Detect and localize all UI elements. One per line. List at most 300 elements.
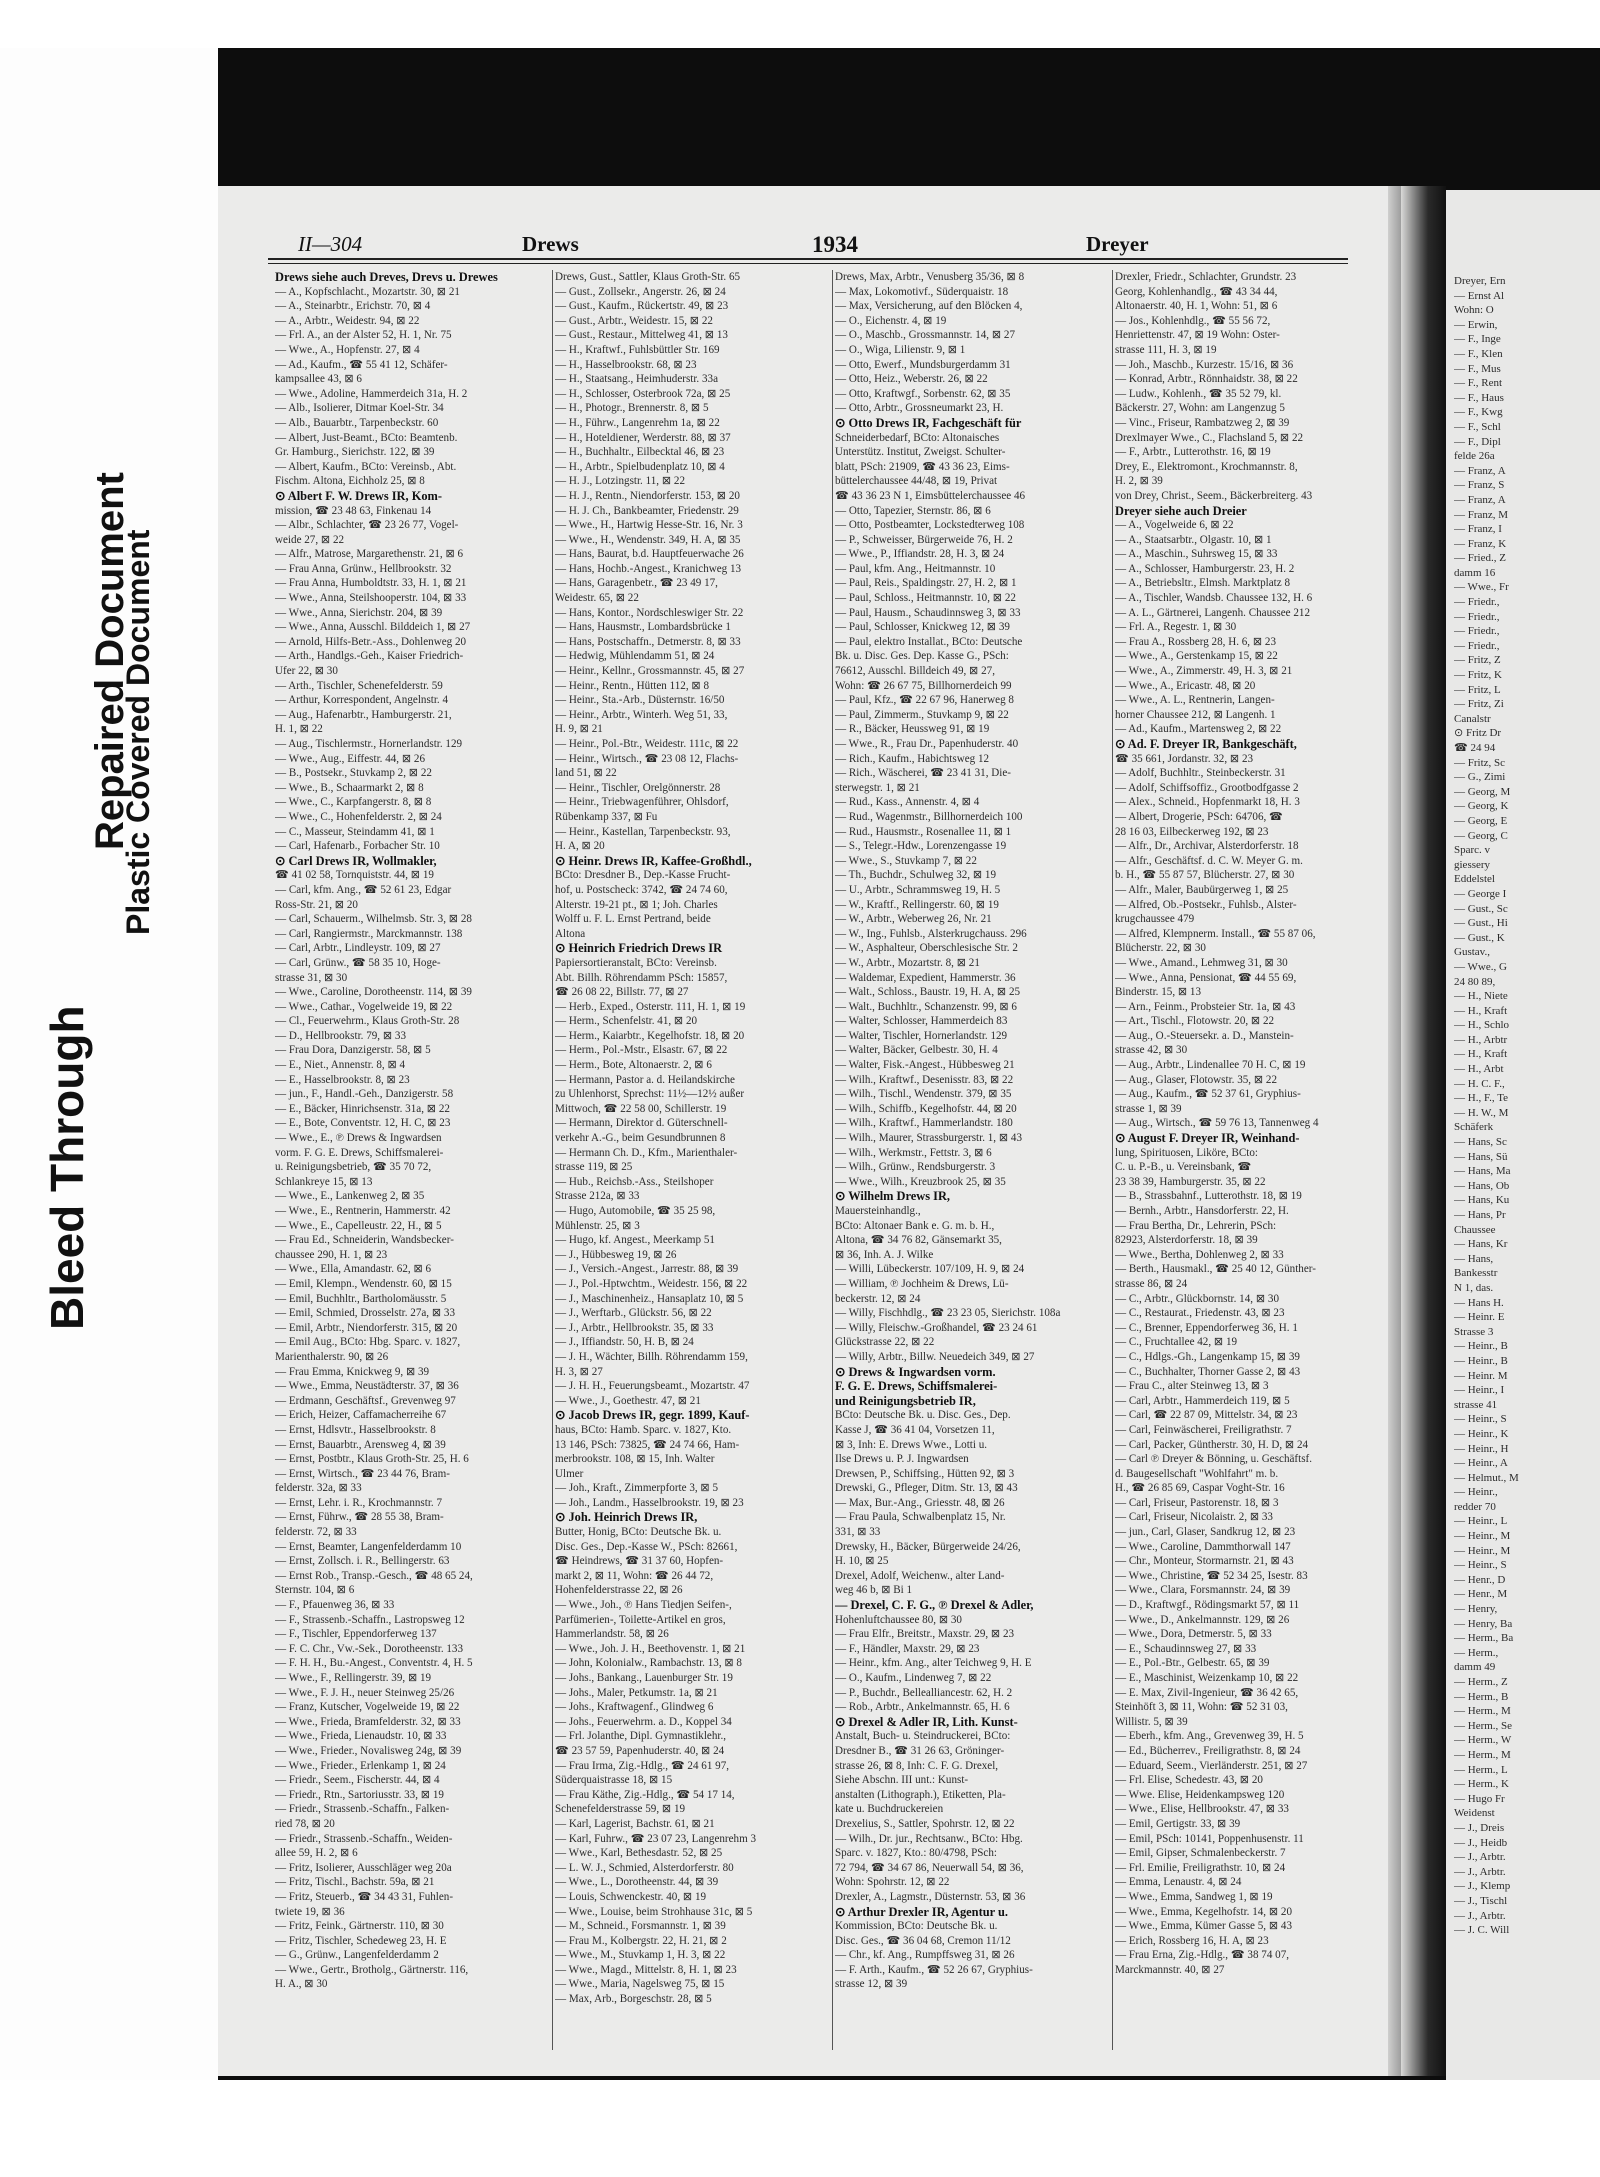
book-gutter [1401, 186, 1446, 2076]
directory-entry: — Erich, Rossberg 16, H. A, ⊠ 23 [1115, 1934, 1269, 1947]
directory-entry: Glückstrasse 22, ⊠ 22 [835, 1336, 935, 1349]
directory-entry: — A., Betriebsltr., Elmsh. Marktplatz 8 [1115, 577, 1291, 590]
directory-entry: — Emil, PSch: 10141, Poppenhusenstr. 11 [1115, 1832, 1304, 1845]
directory-entry: — S., Telegr.-Hdw., Lorenzengasse 19 [835, 840, 1007, 853]
directory-entry: — A., Staatsarbtr., Olgastr. 10, ⊠ 1 [1115, 533, 1272, 546]
facing-page-entry: — J., Klemp [1454, 1880, 1511, 1893]
directory-entry: — Louis, Schwenckestr. 40, ⊠ 19 [555, 1890, 707, 1903]
directory-entry: Altona, ☎ 34 76 82, Gänsemarkt 35, [835, 1234, 1002, 1247]
scan-top-margin [0, 0, 1600, 48]
scan-bottom-margin [0, 2080, 1600, 2177]
directory-entry: — Wwe., Anna, Ausschl. Bilddeich 1, ⊠ 27 [275, 621, 471, 634]
directory-entry: — Heinr., Rentn., Hütten 112, ⊠ 8 [555, 679, 710, 692]
directory-entry: ☎ 35 661, Jordanstr. 32, ⊠ 23 [1115, 752, 1254, 765]
directory-entry: — Wilh., Maurer, Strassburgerstr. 1, ⊠ 43 [835, 1132, 1023, 1145]
directory-entry: — U., Arbtr., Schrammsweg 19, H. 5 [835, 883, 1001, 896]
directory-entry: H. A, ⊠ 20 [555, 840, 605, 853]
directory-entry: horner Chaussee 212, ⊠ Langenh. 1 [1115, 708, 1276, 721]
directory-entry: — Willy, Arbtr., Billw. Neuedeich 349, ⊠ 27 [835, 1350, 1035, 1363]
facing-page-entry: — Friedr., [1454, 610, 1500, 623]
directory-entry: — Wwe., A., Gerstenkamp 15, ⊠ 22 [1115, 650, 1278, 663]
directory-entry: ⊠ 36, Inh. A. J. Wilke [835, 1248, 934, 1261]
directory-entry: — Friedr., Rtn., Sartoriusstr. 33, ⊠ 19 [275, 1788, 444, 1801]
directory-entry: — H., Führw., Langenrehm 1a, ⊠ 22 [555, 416, 720, 429]
directory-entry: — Otto, Postbeamter, Lockstedterweg 108 [835, 519, 1025, 532]
directory-entry: — Herm., Schenfelstr. 41, ⊠ 20 [555, 1015, 698, 1028]
directory-entry: — R., Bäcker, Heussweg 91, ⊠ 19 [835, 723, 990, 736]
directory-entry: strasse 86, ⊠ 24 [1115, 1277, 1188, 1290]
facing-page-entry: — Heinr., I [1454, 1384, 1505, 1397]
directory-entry: — Wwe., Caroline, Dammthorwall 147 [1115, 1540, 1291, 1553]
directory-heading: ⊙ Drexel & Adler IR, Lith. Kunst- [835, 1714, 1018, 1729]
directory-entry: — Wwe., Emma, Neustädterstr. 37, ⊠ 36 [275, 1380, 459, 1393]
directory-entry: — Wwe., Cathar., Vogelweide 19, ⊠ 22 [275, 1000, 453, 1013]
directory-entry: Schneiderbedarf, BCto: Altonaisches [835, 431, 1000, 444]
directory-entry: — Hub., Reichsb.-Ass., Steilshoper [555, 1175, 714, 1188]
directory-entry: sterwegstr. 1, ⊠ 21 [835, 781, 920, 794]
directory-entry: Unterstütz. Institut, Zweigst. Schulter- [835, 446, 1006, 459]
directory-entry: strasse 111, H. 3, ⊠ 19 [1115, 343, 1217, 356]
directory-entry: — H., Schlosser, Osterbrook 72a, ⊠ 25 [555, 387, 731, 400]
directory-entry: Dresdner B., ☎ 31 26 63, Gröninger- [835, 1744, 1005, 1757]
directory-entry: — Herb., Exped., Osterstr. 111, H. 1, ⊠ 19 [555, 1000, 746, 1013]
directory-entry: — W., Asphalteur, Oberschlesische Str. 2 [835, 942, 1018, 955]
directory-entry: Georg, Kohlenhandlg., ☎ 43 34 44, [1115, 285, 1278, 298]
directory-entry: — Wwe., Frieda, Bramfelderstr. 32, ⊠ 33 [275, 1715, 461, 1728]
directory-entry: beckerstr. 12, ⊠ 24 [835, 1292, 921, 1305]
directory-entry: — Hermann, Direktor d. Güterschnell- [555, 1117, 728, 1130]
directory-heading: ⊙ Heinrich Friedrich Drews IR [555, 941, 723, 956]
directory-entry: — B., Strassbahnf., Lutterothstr. 18, ⊠ 19 [1115, 1190, 1302, 1203]
right-running-head: Dreyer [1086, 232, 1149, 256]
directory-entry: H. 2, ⊠ 39 [1115, 475, 1163, 488]
directory-entry: — E., Maschinist, Weizenkamp 10, ⊠ 22 [1115, 1672, 1299, 1684]
directory-entry: — Wwe., Bertha, Dohlenweg 2, ⊠ 33 [1115, 1248, 1284, 1261]
directory-entry: — Gust., Arbtr., Weidestr. 15, ⊠ 22 [555, 314, 713, 327]
directory-entry: — Carl, ☎ 22 87 09, Mittelstr. 34, ⊠ 23 [1115, 1409, 1298, 1422]
directory-entry: — H., Kraftwf., Fuhlsbüttler Str. 169 [555, 343, 720, 356]
directory-entry: — Wwe., Clara, Forsmannstr. 24, ⊠ 39 [1115, 1584, 1291, 1597]
directory-entry: — Alfr., Maler, Baubürgerweg 1, ⊠ 25 [1115, 883, 1289, 896]
directory-entry: Fischm. Altona, Eichholz 25, ⊠ 8 [275, 475, 425, 488]
facing-page-entry: — Georg, M [1454, 785, 1511, 798]
facing-page-entry: — Friedr., [1454, 596, 1500, 609]
directory-entry: — Frl. A., an der Alster 52, H. 1, Nr. 75 [275, 329, 452, 342]
directory-entry: Hohenfelderstrasse 22, ⊠ 26 [555, 1584, 683, 1597]
directory-entry: — Willy, Fischhdlg., ☎ 23 23 05, Sierichstr. 108a [835, 1307, 1061, 1320]
directory-entry: — P., Schweisser, Bürgerweide 76, H. 2 [835, 533, 1013, 546]
directory-entry: — Rich., Kaufm., Habichtsweg 12 [835, 752, 990, 765]
directory-entry: — Ludw., Kohlenh., ☎ 35 52 79, kl. [1115, 387, 1282, 400]
directory-entry: — J. H., Wächter, Billh. Röhrendamm 159, [555, 1350, 748, 1363]
directory-entry: — Albr., Schlachter, ☎ 23 26 77, Vogel- [275, 519, 459, 532]
directory-entry: — Fritz, Tischler, Schedeweg 23, H. E [275, 1934, 447, 1947]
directory-entry: Gr. Hamburg., Sierichstr. 122, ⊠ 39 [275, 446, 435, 459]
directory-entry: — Arnold, Hilfs-Betr.-Ass., Dohlenweg 20 [275, 635, 467, 648]
directory-entry: — Walter, Bäcker, Gelbestr. 30, H. 4 [835, 1044, 998, 1057]
directory-entry: — Wwe., F., Rellingerstr. 39, ⊠ 19 [275, 1672, 432, 1684]
facing-page-entry: — J., Arbtr. [1454, 1865, 1506, 1878]
directory-entry: — C., Fruchtallee 42, ⊠ 19 [1115, 1336, 1238, 1349]
directory-entry: — Joh., Landm., Hasselbrookstr. 19, ⊠ 23 [555, 1496, 744, 1509]
facing-page-entry: — Heinr., M [1454, 1530, 1511, 1543]
directory-entry: — Wwe., E., Rentnerin, Hammerstr. 42 [275, 1205, 451, 1217]
directory-entry: — Wilh., Werkmstr., Fettstr. 3, ⊠ 6 [835, 1146, 992, 1159]
facing-page-entry: — Hans, Sü [1454, 1150, 1508, 1163]
directory-entry: — J., Maschinenheiz., Hansaplatz 10, ⊠ 5 [555, 1292, 744, 1305]
facing-page-entry: — Hans, Sc [1454, 1136, 1507, 1149]
directory-entry: — Heinr., Arbtr., Winterh. Weg 51, 33, [555, 708, 728, 721]
directory-entry: — O., Maschb., Grossmannstr. 14, ⊠ 27 [835, 329, 1016, 342]
directory-entry: — Cl., Feuerwehrm., Klaus Groth-Str. 28 [275, 1015, 460, 1028]
directory-entry: — Frau Erna, Zig.-Hdlg., ☎ 38 74 07, [1115, 1949, 1290, 1962]
directory-entry: 82923, Alsterdorferstr. 18, ⊠ 39 [1115, 1234, 1258, 1247]
directory-entry: u. Reinigungsbetrieb, ☎ 35 70 72, [275, 1161, 432, 1174]
directory-entry: Steinhöft 3, ⊠ 11, Wohn: ☎ 52 31 03, [1115, 1701, 1288, 1714]
directory-entry: — Jos., Kohlenhdlg., ☎ 55 56 72, [1115, 314, 1271, 327]
directory-entry: — A., Schlosser, Hamburgerstr. 23, H. 2 [1115, 562, 1295, 575]
year-heading: 1934 [812, 232, 858, 257]
directory-entry: — Wwe., C., Hohenfelderstr. 2, ⊠ 24 [275, 810, 442, 823]
directory-entry: — Frau Emma, Knickweg 9, ⊠ 39 [275, 1365, 430, 1378]
directory-entry: — A., Vogelweide 6, ⊠ 22 [1115, 519, 1234, 532]
directory-entry: Altona [555, 927, 586, 940]
directory-entry: strasse 1, ⊠ 39 [1115, 1102, 1182, 1115]
directory-entry: — Wwe., Frieder., Novalisweg 24g, ⊠ 39 [275, 1744, 462, 1757]
directory-entry: — F. C. Chr., Vw.-Sek., Dorotheenstr. 133 [275, 1642, 464, 1655]
directory-entry: 23 38 39, Hamburgerstr. 35, ⊠ 22 [1115, 1175, 1266, 1188]
directory-entry: mission, ☎ 23 48 63, Finkenau 14 [275, 504, 432, 517]
directory-entry: — E., Schaudinnsweg 27, ⊠ 33 [1115, 1642, 1257, 1655]
directory-entry: BCto: Deutsche Bk. u. Disc. Ges., Dep. [835, 1409, 1011, 1422]
directory-entry: — Bernh., Arbtr., Hansdorferstr. 22, H. [1115, 1205, 1289, 1217]
directory-entry: — Carl, Friseur, Nicolaistr. 2, ⊠ 33 [1115, 1511, 1273, 1524]
directory-entry: — Emil, Schmied, Drosselstr. 27a, ⊠ 33 [275, 1307, 456, 1320]
directory-entry: — Frau Irma, Zig.-Hdlg., ☎ 24 61 97, [555, 1759, 730, 1772]
directory-entry: — Wwe., E., Capelleustr. 22, H., ⊠ 5 [275, 1219, 442, 1232]
facing-page-entry: — George I [1454, 887, 1507, 900]
directory-entry: — Emil, Gipser, Schmalenbeckerstr. 7 [1115, 1847, 1286, 1860]
directory-entry: — Carl, Feinwäscherei, Freiligrathstr. 7 [1115, 1423, 1292, 1436]
directory-entry: Weidestr. 65, ⊠ 22 [555, 592, 639, 605]
directory-entry: strasse 119, ⊠ 25 [555, 1161, 633, 1174]
directory-heading: ⊙ Drews & Ingwardsen vorm. [835, 1364, 996, 1379]
directory-entry: — F., Tischler, Eppendorferweg 137 [275, 1628, 437, 1641]
directory-entry: Mühlenstr. 25, ⊠ 3 [555, 1219, 640, 1232]
facing-page-entry: — Georg, C [1454, 829, 1508, 842]
facing-page-entry: — Heinr., M [1454, 1544, 1511, 1557]
directory-entry: — Max, Lokomotivf., Süderquaistr. 18 [835, 285, 1009, 298]
facing-page-entry: — J., Dreis [1454, 1821, 1505, 1834]
directory-entry: — H., Hasselbrookstr. 68, ⊠ 23 [555, 358, 697, 371]
facing-page-entry: — Franz, A [1454, 464, 1506, 477]
facing-page-entry: — Franz, I [1454, 523, 1502, 536]
directory-entry: — H. J., Lotzingstr. 11, ⊠ 22 [555, 475, 685, 488]
directory-entry: — Wwe., R., Frau Dr., Papenhuderstr. 40 [835, 738, 1019, 750]
facing-page-entry: — Hans, Ma [1454, 1165, 1511, 1178]
directory-entry: vorm. F. G. E. Drews, Schiffsmalerei- [275, 1146, 444, 1159]
directory-entry: — Otto, Kraftwgf., Sorbenstr. 62, ⊠ 35 [835, 387, 1011, 400]
facing-page-entry: — Hugo Fr [1454, 1792, 1505, 1805]
directory-entry: — E., Hasselbrookstr. 8, ⊠ 23 [275, 1073, 410, 1086]
directory-entry: ⊠ 3, Inh: E. Drews Wwe., Lotti u. [835, 1438, 988, 1451]
directory-entry: — Wwe., E., ℗ Drews & Ingwardsen [275, 1132, 442, 1145]
directory-entry: — Paul, Reis., Spaldingstr. 27, H. 2, ⊠ 1 [835, 577, 1017, 590]
directory-entry: — Walter, Tischler, Hornerlandstr. 129 [835, 1029, 1008, 1042]
directory-entry: — Heinr., Tischler, Orelgönnerstr. 28 [555, 781, 721, 794]
facing-page-entry: — Heinr. M [1454, 1369, 1508, 1382]
directory-entry: — Albert, Kaufm., BCto: Vereinsb., Abt. [275, 460, 457, 473]
directory-entry: — J., Arbtr., Hellbrookstr. 35, ⊠ 33 [555, 1321, 714, 1334]
directory-entry: — Carl, Arbtr., Hammerdeich 119, ⊠ 5 [1115, 1394, 1290, 1407]
directory-entry: markt 2, ⊠ 11, Wohn: ☎ 26 44 72, [555, 1569, 714, 1582]
directory-entry: BCto: Altonaer Bank e. G. m. b. H., [835, 1219, 995, 1232]
directory-entry: — Wwe., Aug., Eiffestr. 44, ⊠ 26 [275, 752, 426, 765]
directory-entry: Alterstr. 19-21 pt., ⊠ 1; Joh. Charles [555, 898, 718, 911]
directory-entry: Rübenkamp 337, ⊠ Fu [555, 810, 658, 823]
directory-entry: — Berth., Hausmakl., ☎ 25 40 12, Günther- [1115, 1263, 1316, 1276]
column-divider [1112, 270, 1113, 2050]
directory-entry: — Frau C., alter Steinweg 13, ⊠ 3 [1115, 1380, 1269, 1393]
directory-page [218, 186, 1401, 2076]
facing-page-entry: — Heinr., H [1454, 1442, 1509, 1455]
directory-entry: — Ad., Kaufm., Martensweg 2, ⊠ 22 [1115, 723, 1282, 736]
directory-entry: Disc. Ges., Dep.-Kasse W., PSch: 82661, [555, 1540, 738, 1553]
directory-entry: — Rud., Hausmstr., Rosenallee 11, ⊠ 1 [835, 825, 1012, 838]
facing-page-entry: — J., Arbtr. [1454, 1851, 1506, 1864]
directory-entry: — Otto, Heiz., Weberstr. 26, ⊠ 22 [835, 373, 988, 386]
directory-heading: ⊙ Ad. F. Dreyer IR, Bankgeschäft, [1115, 737, 1297, 751]
directory-heading: ⊙ Albert F. W. Drews IR, Kom- [275, 488, 442, 503]
directory-entry: — Frl. A., Regestr. 1, ⊠ 30 [1115, 621, 1237, 634]
facing-page-entry: — Heinr., A [1454, 1457, 1508, 1470]
directory-heading: ⊙ Carl Drews IR, Wollmakler, [275, 853, 437, 868]
directory-entry: Drey, E., Elektromont., Krochmannstr. 8, [1115, 460, 1298, 473]
directory-entry: strasse 31, ⊠ 30 [275, 971, 348, 984]
directory-entry: — Frau Elfr., Breitstr., Maxstr. 29, ⊠ 23 [835, 1628, 1015, 1641]
directory-entry: H. 1, ⊠ 22 [275, 723, 323, 736]
directory-entry: Drewski, G., Pfleger, Ditm. Str. 13, ⊠ 43 [835, 1482, 1018, 1495]
facing-page-entry: Weidenst [1454, 1807, 1495, 1820]
directory-entry: Ilse Drews u. P. J. Ingwardsen [835, 1453, 969, 1466]
directory-entry: — F., Pfauenweg 36, ⊠ 33 [275, 1599, 395, 1612]
directory-entry: ☎ Heindrews, ☎ 31 37 60, Hopfen- [555, 1555, 724, 1568]
directory-entry: — B., Postsekr., Stuvkamp 2, ⊠ 22 [275, 767, 432, 780]
facing-page-entry: — Friedr., [1454, 625, 1500, 638]
facing-page-entry: — Herm., M [1454, 1748, 1511, 1761]
directory-entry: — Karl, Lagerist, Bachstr. 61, ⊠ 21 [555, 1817, 715, 1830]
facing-page-entry: — Georg, E [1454, 814, 1508, 827]
facing-page-entry: — Wwe., G [1454, 960, 1507, 973]
directory-entry: kate u. Buchdruckereien [835, 1803, 944, 1816]
directory-entry: — H. J., Rentn., Niendorferstr. 153, ⊠ 20 [555, 489, 740, 502]
directory-entry: allee 59, H. 2, ⊠ 6 [275, 1847, 358, 1860]
directory-entry: — Wwe., Maria, Nagelsweg 75, ⊠ 15 [555, 1978, 725, 1991]
facing-page-entry: — Hans, [1454, 1252, 1494, 1265]
directory-entry: — Alb., Bauarbtr., Tarpenbeckstr. 60 [275, 416, 439, 429]
directory-entry: d. Baugesellschaft "Wohlfahrt" m. b. [1115, 1467, 1279, 1480]
directory-entry: — Willi, Lübeckerstr. 107/109, H. 9, ⊠ 24 [835, 1263, 1025, 1276]
facing-page-entry: — Heinr., K [1454, 1427, 1509, 1440]
directory-entry: — F., Arbtr., Lutterothstr. 16, ⊠ 19 [1115, 446, 1271, 459]
directory-entry: — Art., Tischl., Flotowstr. 20, ⊠ 22 [1115, 1015, 1275, 1028]
facing-page-entry: — F., Schl [1454, 420, 1501, 433]
directory-entry: ☎ 41 02 58, Tornquiststr. 44, ⊠ 19 [275, 869, 434, 882]
facing-page-entry: — Henry, Ba [1454, 1617, 1513, 1630]
directory-entry: — Paul, Hausm., Schaudinnsweg 3, ⊠ 33 [835, 606, 1021, 619]
facing-page-entry: — F., Klen [1454, 347, 1503, 360]
facing-page-entry: — Heinr., S [1454, 1413, 1507, 1426]
directory-entry: — Wwe., Joh. J. H., Beethovenstr. 1, ⊠ 21 [555, 1642, 746, 1655]
directory-entry: — E., Bäcker, Hinrichsenstr. 31a, ⊠ 22 [275, 1102, 450, 1115]
directory-entry: — H. J. Ch., Bankbeamter, Friedenstr. 29 [555, 504, 739, 517]
directory-entry: — Frau M., Kolbergstr. 22, H. 21, ⊠ 2 [555, 1934, 727, 1947]
directory-entry: — Rich., Wäscherei, ☎ 23 41 31, Die- [835, 767, 1011, 780]
directory-entry: — Fritz, Steuerb., ☎ 34 43 31, Fuhlen- [275, 1890, 454, 1903]
directory-entry: ☎ 26 08 22, Billstr. 77, ⊠ 27 [555, 986, 689, 999]
directory-heading: ⊙ Arthur Drexler IR, Agentur u. [835, 1904, 1008, 1919]
directory-entry: land 51, ⊠ 22 [555, 767, 617, 780]
facing-page-entry: — F., Rent [1454, 377, 1503, 390]
facing-page-entry: — Fritz, L [1454, 683, 1501, 696]
directory-entry: — Erdmann, Geschäftsf., Grevenweg 97 [275, 1394, 456, 1407]
directory-entry: — Herm., Bote, Altonaerstr. 2, ⊠ 6 [555, 1059, 712, 1072]
directory-entry: — Heinr., Wirtsch., ☎ 23 08 12, Flachs- [555, 752, 739, 765]
directory-entry: — Carl, Friseur, Pastorenstr. 18, ⊠ 3 [1115, 1496, 1279, 1509]
directory-entry: — A., Tischler, Wandsb. Chaussee 132, H. 6 [1115, 592, 1313, 605]
directory-entry: — J., Hübbesweg 19, ⊠ 26 [555, 1248, 677, 1261]
directory-entry: — Hans, Kontor., Nordschleswiger Str. 22 [555, 606, 744, 619]
facing-page-entry: — Heinr. E [1454, 1311, 1505, 1324]
facing-page-entry: — Franz, S [1454, 479, 1505, 492]
directory-entry: — Alfred, Klempnerm. Install., ☎ 55 87 06, [1115, 927, 1316, 940]
directory-entry: Schenefelderstrasse 59, ⊠ 19 [555, 1803, 686, 1816]
directory-entry: — Fritz, Feink., Gärtnerstr. 110, ⊠ 30 [275, 1920, 444, 1933]
directory-entry: — Emil, Klempn., Wendenstr. 60, ⊠ 15 [275, 1277, 452, 1290]
directory-entry: — E., Niet., Annenstr. 8, ⊠ 4 [275, 1059, 406, 1072]
directory-entry: — W., Ing., Fuhlsb., Alsterkrugchauss. 296 [835, 927, 1027, 940]
facing-page-entry: Canalstr [1454, 712, 1491, 725]
directory-heading: ⊙ Heinr. Drews IR, Kaffee-Großhdl., [555, 853, 752, 868]
directory-heading: und Reinigungsbetrieb IR, [835, 1393, 976, 1408]
facing-page-entry: — Heinr., [1454, 1486, 1498, 1499]
directory-entry: — Wwe., E., Lankenweg 2, ⊠ 35 [275, 1190, 425, 1203]
facing-page-entry: Gustav., [1454, 946, 1490, 959]
directory-entry: — Carl, kfm. Ang., ☎ 52 61 23, Edgar [275, 883, 452, 896]
directory-entry: — Aug., Arbtr., Lindenallee 70 H. C, ⊠ 19 [1115, 1059, 1306, 1072]
facing-page-entry: — Hans, Kr [1454, 1238, 1508, 1251]
directory-heading: F. G. E. Drews, Schiffsmalerei- [835, 1379, 998, 1394]
label-area [0, 48, 218, 2080]
directory-entry: — Konrad, Arbtr., Rönnhaidstr. 38, ⊠ 22 [1115, 373, 1298, 386]
directory-entry: — Wwe., H., Hartwig Hesse-Str. 16, Nr. 3 [555, 519, 743, 532]
directory-entry: — Wwe., Anna, Steilshooperstr. 104, ⊠ 33 [275, 592, 467, 605]
directory-entry: Disc. Ges., ☎ 36 04 68, Cremon 11/12 [835, 1934, 1011, 1947]
facing-page-entry: — H. C. F., [1454, 1077, 1505, 1090]
directory-entry: — Carl, Schauerm., Wilhelmsb. Str. 3, ⊠ 28 [275, 913, 472, 926]
directory-entry: Binderstr. 15, ⊠ 13 [1115, 986, 1202, 999]
directory-entry: felderstr. 32a, ⊠ 33 [275, 1482, 362, 1495]
directory-entry: 13 146, PSch: 73825, ☎ 24 74 66, Ham- [555, 1438, 740, 1451]
directory-entry: — Wwe., S., Stuvkamp 7, ⊠ 22 [835, 854, 977, 867]
directory-entry: — Wwe., Amand., Lehmweg 31, ⊠ 30 [1115, 956, 1288, 969]
directory-entry: — C., Brenner, Eppendorferweg 36, H. 1 [1115, 1321, 1298, 1334]
directory-entry: — Wwe., Wilh., Kreuzbrook 25, ⊠ 35 [835, 1175, 1006, 1188]
directory-entry: — Paul, Kfz., ☎ 22 67 96, Hanerweg 8 [835, 694, 1014, 707]
directory-entry: — O., Wiga, Lilienstr. 9, ⊠ 1 [835, 343, 966, 356]
directory-entry: — Hedwig, Mühlendamm 51, ⊠ 24 [555, 650, 715, 663]
directory-entry: — Wilh., Schiffb., Kegelhofstr. 44, ⊠ 20 [835, 1102, 1017, 1115]
directory-entry: 76612, Ausschl. Billdeich 49, ⊠ 27, [835, 665, 995, 678]
facing-page-entry: — Franz, A [1454, 493, 1506, 506]
directory-entry: — O., Eichenstr. 4, ⊠ 19 [835, 314, 947, 327]
directory-entry: — jun., F., Handl.-Geh., Danzigerstr. 58 [275, 1088, 454, 1101]
directory-entry: — E., Pol.-Btr., Gelbestr. 65, ⊠ 39 [1115, 1657, 1270, 1670]
directory-entry: — H., Photogr., Brennerstr. 8, ⊠ 5 [555, 402, 709, 415]
directory-entry: — A., Maschin., Suhrsweg 15, ⊠ 33 [1115, 548, 1278, 561]
directory-entry: — J., Werftarb., Glückstr. 56, ⊠ 22 [555, 1307, 712, 1320]
facing-page-entry: ☎ 24 94 [1454, 742, 1496, 754]
directory-entry: merbrookstr. 108, ⊠ 15, Inh. Walter [555, 1453, 715, 1466]
directory-entry: krugchaussee 479 [1115, 913, 1195, 926]
directory-entry: blatt, PSch: 21909, ☎ 43 36 23, Eims- [835, 460, 1010, 473]
directory-entry: Siehe Abschn. III unt.: Kunst- [835, 1774, 969, 1787]
facing-page-entry: — Fritz, Z [1454, 654, 1501, 667]
directory-entry: Bk. u. Disc. Ges. Dep. Kasse G., PSch: [835, 650, 1009, 663]
directory-entry: — Wwe., A., Ericastr. 48, ⊠ 20 [1115, 679, 1256, 692]
directory-entry: — Arn., Feinm., Probsteier Str. 1a, ⊠ 43 [1115, 1000, 1296, 1013]
page-edge [1388, 186, 1402, 2076]
directory-entry: — Wilh., Tischl., Wendenstr. 379, ⊠ 35 [835, 1088, 1012, 1101]
facing-page-entry: — Herm., Ba [1454, 1632, 1514, 1645]
directory-entry: — Alex., Schneid., Hopfenmarkt 18, H. 3 [1115, 796, 1300, 809]
directory-entry: — Johs., Maler, Petkumstr. 1a, ⊠ 21 [555, 1686, 718, 1699]
directory-entry: Marienthalerstr. 90, ⊠ 26 [275, 1350, 389, 1363]
directory-heading: ⊙ August F. Dreyer IR, Weinhand- [1115, 1131, 1300, 1146]
directory-entry: Sparc. v. 1827, Kto.: 80/4798, PSch: [835, 1847, 997, 1860]
directory-entry: — Hugo, Automobile, ☎ 35 25 98, [555, 1205, 716, 1217]
directory-entry: — Wilh., Dr. jur., Rechtsanw., BCto: Hbg. [835, 1832, 1023, 1845]
facing-page-entry: damm 49 [1454, 1661, 1496, 1674]
directory-entry: — jun., Carl, Glaser, Sandkrug 12, ⊠ 23 [1115, 1526, 1296, 1539]
directory-entry: — Wwe., Magd., Mittelstr. 8, H. 1, ⊠ 23 [555, 1963, 737, 1976]
directory-entry: — Ernst, Lehr. i. R., Krochmannstr. 7 [275, 1496, 443, 1509]
directory-entry: — Emil, Arbtr., Niendorferstr. 315, ⊠ 20 [275, 1321, 458, 1334]
directory-entry: — Walter, Fisk.-Angest., Hübbesweg 21 [835, 1059, 1015, 1072]
directory-entry: b. H., ☎ 55 87 57, Blücherstr. 27, ⊠ 30 [1115, 869, 1295, 882]
facing-page-entry: — H., Arbt [1454, 1063, 1504, 1076]
directory-entry: haus, BCto: Hamb. Sparc. v. 1827, Kto. [555, 1423, 732, 1436]
directory-entry: — Alb., Isolierer, Ditmar Koel-Str. 34 [275, 402, 444, 415]
facing-page-entry: — J., Tischl [1454, 1894, 1508, 1907]
facing-page-entry: — Hans, Ob [1454, 1179, 1510, 1192]
facing-page-entry: — F., Haus [1454, 391, 1504, 404]
directory-entry: — John, Kolonialw., Rambachstr. 13, ⊠ 8 [555, 1657, 742, 1670]
directory-entry: — Ernst, Zollsch. i. R., Bellingerstr. 63 [275, 1555, 450, 1568]
directory-entry: — F. Arth., Kaufm., ☎ 52 26 67, Gryphius- [835, 1963, 1033, 1976]
directory-entry: — Aug., Hafenarbtr., Hamburgerstr. 21, [275, 708, 452, 721]
directory-entry: — F. H. H., Bu.-Angest., Conventstr. 4, H. 5 [275, 1657, 473, 1670]
directory-entry: — Hermann, Pastor a. d. Heilandskirche [555, 1073, 735, 1086]
directory-heading: ⊙ Wilhelm Drews IR, [835, 1189, 951, 1204]
directory-entry: Blücherstr. 22, ⊠ 30 [1115, 942, 1206, 955]
directory-entry: — Gust., Zollsekr., Angerstr. 26, ⊠ 24 [555, 285, 726, 298]
header-rule [268, 258, 1348, 260]
directory-entry: Drexelius, S., Sattler, Spohrstr. 12, ⊠ 22 [835, 1817, 1015, 1830]
directory-entry: — Erich, Heizer, Caffamacherreihe 67 [275, 1409, 447, 1422]
directory-entry: — Frau A., Rossberg 28, H. 6, ⊠ 23 [1115, 635, 1277, 648]
directory-entry: weg 46 b, ⊠ Bi 1 [835, 1584, 913, 1597]
